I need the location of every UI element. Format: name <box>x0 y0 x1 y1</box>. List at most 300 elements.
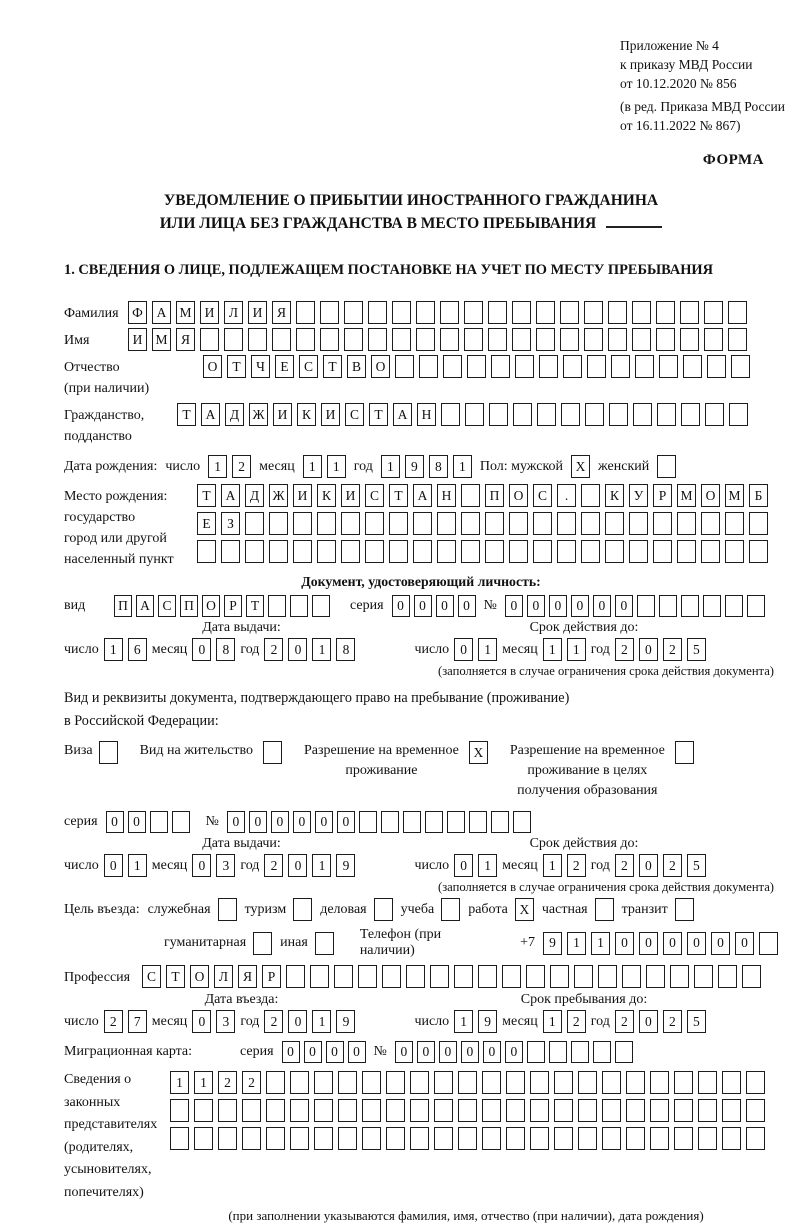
char-cell[interactable] <box>637 595 655 617</box>
char-cell[interactable] <box>269 512 288 535</box>
char-cell[interactable] <box>489 403 508 426</box>
char-cell[interactable] <box>728 301 747 324</box>
char-cell[interactable] <box>389 540 408 563</box>
char-cell[interactable] <box>224 328 243 351</box>
char-cell[interactable]: 0 <box>593 595 611 617</box>
char-cell[interactable] <box>200 328 219 351</box>
char-cell[interactable]: 1 <box>208 455 227 478</box>
char-cell[interactable] <box>314 1071 333 1094</box>
char-cell[interactable] <box>290 1127 309 1150</box>
char-cell[interactable] <box>242 1099 261 1122</box>
char-cell[interactable]: 8 <box>336 638 355 661</box>
char-cell[interactable]: 2 <box>615 1010 634 1033</box>
char-cell[interactable] <box>584 301 603 324</box>
char-cell[interactable]: Л <box>224 301 243 324</box>
char-cell[interactable] <box>341 540 360 563</box>
char-cell[interactable]: Л <box>214 965 233 988</box>
char-cell[interactable] <box>571 1041 589 1063</box>
char-cell[interactable] <box>381 811 399 833</box>
char-cell[interactable] <box>416 301 435 324</box>
char-cell[interactable] <box>605 512 624 535</box>
char-cell[interactable]: 2 <box>104 1010 123 1033</box>
char-cell[interactable] <box>368 301 387 324</box>
char-cell[interactable]: 2 <box>567 854 586 877</box>
char-cell[interactable]: 0 <box>282 1041 300 1063</box>
char-cell[interactable]: Е <box>197 512 216 535</box>
char-cell[interactable]: 1 <box>104 638 123 661</box>
char-cell[interactable] <box>530 1127 549 1150</box>
char-cell[interactable] <box>533 540 552 563</box>
char-cell[interactable] <box>406 965 425 988</box>
char-cell[interactable] <box>674 1127 693 1150</box>
char-cell[interactable]: 1 <box>327 455 346 478</box>
char-cell[interactable]: 9 <box>405 455 424 478</box>
char-cell[interactable] <box>266 1099 285 1122</box>
char-cell[interactable]: 0 <box>128 811 146 833</box>
char-cell[interactable] <box>581 484 600 507</box>
char-cell[interactable]: О <box>190 965 209 988</box>
char-cell[interactable] <box>626 1127 645 1150</box>
char-cell[interactable]: 1 <box>170 1071 189 1094</box>
char-cell[interactable]: Д <box>245 484 264 507</box>
char-cell[interactable]: М <box>176 301 195 324</box>
char-cell[interactable] <box>746 1071 765 1094</box>
char-cell[interactable]: С <box>299 355 318 378</box>
char-cell[interactable] <box>595 898 614 921</box>
char-cell[interactable] <box>703 595 721 617</box>
char-cell[interactable]: 0 <box>571 595 589 617</box>
char-cell[interactable] <box>622 965 641 988</box>
char-cell[interactable]: Т <box>246 595 264 617</box>
char-cell[interactable] <box>560 301 579 324</box>
char-cell[interactable] <box>458 1127 477 1150</box>
char-cell[interactable]: X <box>515 898 534 921</box>
char-cell[interactable] <box>615 1041 633 1063</box>
char-cell[interactable]: О <box>701 484 720 507</box>
char-cell[interactable] <box>374 898 393 921</box>
char-cell[interactable] <box>461 484 480 507</box>
char-cell[interactable] <box>358 965 377 988</box>
char-cell[interactable]: П <box>485 484 504 507</box>
char-cell[interactable] <box>485 512 504 535</box>
char-cell[interactable]: 2 <box>264 1010 283 1033</box>
char-cell[interactable]: 0 <box>436 595 454 617</box>
char-cell[interactable] <box>653 512 672 535</box>
char-cell[interactable]: 5 <box>687 1010 706 1033</box>
char-cell[interactable] <box>698 1127 717 1150</box>
char-cell[interactable] <box>509 540 528 563</box>
char-cell[interactable]: 9 <box>478 1010 497 1033</box>
char-cell[interactable] <box>410 1099 429 1122</box>
char-cell[interactable] <box>344 328 363 351</box>
char-cell[interactable] <box>268 595 286 617</box>
char-cell[interactable]: 0 <box>615 932 634 955</box>
char-cell[interactable]: 1 <box>312 1010 331 1033</box>
char-cell[interactable] <box>482 1071 501 1094</box>
char-cell[interactable] <box>747 595 765 617</box>
char-cell[interactable] <box>320 328 339 351</box>
char-cell[interactable] <box>759 932 778 955</box>
char-cell[interactable]: 0 <box>417 1041 435 1063</box>
char-cell[interactable]: 2 <box>663 1010 682 1033</box>
char-cell[interactable] <box>554 1099 573 1122</box>
char-cell[interactable] <box>443 355 462 378</box>
char-cell[interactable] <box>447 811 465 833</box>
char-cell[interactable] <box>578 1099 597 1122</box>
char-cell[interactable]: Н <box>417 403 436 426</box>
char-cell[interactable] <box>506 1127 525 1150</box>
char-cell[interactable]: 1 <box>543 854 562 877</box>
char-cell[interactable] <box>382 965 401 988</box>
char-cell[interactable]: 0 <box>288 854 307 877</box>
char-cell[interactable] <box>656 328 675 351</box>
char-cell[interactable]: Т <box>177 403 196 426</box>
char-cell[interactable]: Я <box>272 301 291 324</box>
char-cell[interactable] <box>537 403 556 426</box>
char-cell[interactable] <box>317 540 336 563</box>
char-cell[interactable] <box>403 811 421 833</box>
char-cell[interactable] <box>674 1099 693 1122</box>
char-cell[interactable]: 0 <box>414 595 432 617</box>
char-cell[interactable]: 2 <box>264 854 283 877</box>
char-cell[interactable] <box>722 1127 741 1150</box>
char-cell[interactable]: О <box>371 355 390 378</box>
char-cell[interactable] <box>392 301 411 324</box>
char-cell[interactable]: 0 <box>337 811 355 833</box>
char-cell[interactable]: 2 <box>264 638 283 661</box>
char-cell[interactable] <box>458 1071 477 1094</box>
char-cell[interactable] <box>608 301 627 324</box>
char-cell[interactable] <box>454 965 473 988</box>
char-cell[interactable] <box>704 301 723 324</box>
char-cell[interactable] <box>290 595 308 617</box>
char-cell[interactable]: Р <box>653 484 672 507</box>
char-cell[interactable] <box>608 328 627 351</box>
char-cell[interactable]: 3 <box>216 1010 235 1033</box>
char-cell[interactable] <box>320 301 339 324</box>
char-cell[interactable]: 0 <box>461 1041 479 1063</box>
char-cell[interactable] <box>334 965 353 988</box>
char-cell[interactable] <box>272 328 291 351</box>
char-cell[interactable]: 0 <box>639 1010 658 1033</box>
char-cell[interactable]: 0 <box>615 595 633 617</box>
char-cell[interactable]: 0 <box>326 1041 344 1063</box>
char-cell[interactable] <box>440 301 459 324</box>
char-cell[interactable] <box>657 455 676 478</box>
char-cell[interactable]: 0 <box>315 811 333 833</box>
char-cell[interactable] <box>338 1071 357 1094</box>
char-cell[interactable]: 0 <box>104 854 123 877</box>
char-cell[interactable] <box>410 1071 429 1094</box>
char-cell[interactable]: С <box>142 965 161 988</box>
char-cell[interactable]: В <box>347 355 366 378</box>
char-cell[interactable] <box>657 403 676 426</box>
char-cell[interactable] <box>482 1099 501 1122</box>
char-cell[interactable]: 0 <box>192 638 211 661</box>
char-cell[interactable] <box>386 1071 405 1094</box>
char-cell[interactable]: 2 <box>615 638 634 661</box>
char-cell[interactable] <box>677 512 696 535</box>
char-cell[interactable]: Я <box>238 965 257 988</box>
char-cell[interactable] <box>728 328 747 351</box>
char-cell[interactable] <box>675 741 694 764</box>
char-cell[interactable] <box>683 355 702 378</box>
char-cell[interactable] <box>722 1099 741 1122</box>
char-cell[interactable]: 0 <box>505 595 523 617</box>
char-cell[interactable] <box>317 512 336 535</box>
char-cell[interactable] <box>560 328 579 351</box>
char-cell[interactable] <box>557 512 576 535</box>
char-cell[interactable] <box>629 512 648 535</box>
char-cell[interactable] <box>99 741 118 764</box>
char-cell[interactable] <box>488 301 507 324</box>
char-cell[interactable]: П <box>114 595 132 617</box>
char-cell[interactable] <box>197 540 216 563</box>
char-cell[interactable]: 1 <box>478 638 497 661</box>
char-cell[interactable] <box>440 328 459 351</box>
char-cell[interactable]: И <box>293 484 312 507</box>
char-cell[interactable] <box>729 403 748 426</box>
char-cell[interactable] <box>315 932 334 955</box>
char-cell[interactable] <box>245 540 264 563</box>
char-cell[interactable] <box>478 965 497 988</box>
char-cell[interactable] <box>557 540 576 563</box>
char-cell[interactable] <box>286 965 305 988</box>
char-cell[interactable]: 0 <box>735 932 754 955</box>
char-cell[interactable] <box>488 328 507 351</box>
char-cell[interactable]: 0 <box>549 595 567 617</box>
char-cell[interactable]: К <box>605 484 624 507</box>
char-cell[interactable] <box>441 403 460 426</box>
char-cell[interactable]: Т <box>369 403 388 426</box>
char-cell[interactable] <box>749 540 768 563</box>
char-cell[interactable] <box>410 1127 429 1150</box>
char-cell[interactable] <box>681 595 699 617</box>
char-cell[interactable]: Б <box>749 484 768 507</box>
char-cell[interactable] <box>293 512 312 535</box>
char-cell[interactable] <box>434 1071 453 1094</box>
char-cell[interactable]: О <box>203 355 222 378</box>
char-cell[interactable]: 3 <box>216 854 235 877</box>
char-cell[interactable] <box>290 1071 309 1094</box>
char-cell[interactable] <box>263 741 282 764</box>
char-cell[interactable] <box>602 1127 621 1150</box>
char-cell[interactable]: О <box>202 595 220 617</box>
char-cell[interactable] <box>533 512 552 535</box>
char-cell[interactable] <box>680 301 699 324</box>
char-cell[interactable] <box>419 355 438 378</box>
char-cell[interactable] <box>506 1071 525 1094</box>
char-cell[interactable] <box>605 540 624 563</box>
char-cell[interactable]: 6 <box>128 638 147 661</box>
char-cell[interactable]: 2 <box>615 854 634 877</box>
char-cell[interactable] <box>701 512 720 535</box>
char-cell[interactable] <box>266 1071 285 1094</box>
char-cell[interactable] <box>539 355 558 378</box>
char-cell[interactable] <box>527 1041 545 1063</box>
char-cell[interactable]: 0 <box>192 1010 211 1033</box>
char-cell[interactable]: Ж <box>269 484 288 507</box>
char-cell[interactable]: 9 <box>336 1010 355 1033</box>
char-cell[interactable] <box>359 811 377 833</box>
char-cell[interactable]: 1 <box>567 932 586 955</box>
char-cell[interactable]: 0 <box>663 932 682 955</box>
char-cell[interactable] <box>602 1071 621 1094</box>
char-cell[interactable] <box>425 811 443 833</box>
char-cell[interactable] <box>170 1099 189 1122</box>
char-cell[interactable]: 0 <box>454 638 473 661</box>
char-cell[interactable] <box>705 403 724 426</box>
char-cell[interactable] <box>694 965 713 988</box>
char-cell[interactable] <box>698 1099 717 1122</box>
char-cell[interactable]: 0 <box>439 1041 457 1063</box>
char-cell[interactable]: 0 <box>271 811 289 833</box>
char-cell[interactable]: К <box>297 403 316 426</box>
char-cell[interactable] <box>659 595 677 617</box>
char-cell[interactable] <box>635 355 654 378</box>
char-cell[interactable]: Т <box>389 484 408 507</box>
char-cell[interactable] <box>465 403 484 426</box>
char-cell[interactable] <box>722 1071 741 1094</box>
char-cell[interactable]: 2 <box>663 638 682 661</box>
char-cell[interactable]: 2 <box>567 1010 586 1033</box>
char-cell[interactable]: И <box>341 484 360 507</box>
char-cell[interactable] <box>221 540 240 563</box>
char-cell[interactable]: 1 <box>381 455 400 478</box>
char-cell[interactable] <box>461 540 480 563</box>
char-cell[interactable] <box>725 595 743 617</box>
char-cell[interactable] <box>554 1071 573 1094</box>
char-cell[interactable] <box>266 1127 285 1150</box>
char-cell[interactable] <box>245 512 264 535</box>
char-cell[interactable]: С <box>345 403 364 426</box>
char-cell[interactable]: Д <box>225 403 244 426</box>
char-cell[interactable]: 0 <box>454 854 473 877</box>
char-cell[interactable]: М <box>677 484 696 507</box>
char-cell[interactable] <box>650 1071 669 1094</box>
char-cell[interactable] <box>626 1099 645 1122</box>
char-cell[interactable] <box>742 965 761 988</box>
char-cell[interactable]: А <box>201 403 220 426</box>
char-cell[interactable] <box>434 1099 453 1122</box>
char-cell[interactable] <box>561 403 580 426</box>
char-cell[interactable] <box>707 355 726 378</box>
char-cell[interactable] <box>338 1127 357 1150</box>
char-cell[interactable]: У <box>629 484 648 507</box>
char-cell[interactable]: 0 <box>106 811 124 833</box>
char-cell[interactable]: 0 <box>639 638 658 661</box>
char-cell[interactable] <box>536 301 555 324</box>
char-cell[interactable]: И <box>128 328 147 351</box>
char-cell[interactable] <box>681 403 700 426</box>
char-cell[interactable] <box>389 512 408 535</box>
char-cell[interactable] <box>416 328 435 351</box>
char-cell[interactable] <box>506 1099 525 1122</box>
char-cell[interactable]: Т <box>227 355 246 378</box>
char-cell[interactable] <box>469 811 487 833</box>
char-cell[interactable]: 1 <box>543 638 562 661</box>
char-cell[interactable] <box>677 540 696 563</box>
char-cell[interactable] <box>574 965 593 988</box>
char-cell[interactable] <box>512 301 531 324</box>
char-cell[interactable]: 2 <box>242 1071 261 1094</box>
char-cell[interactable]: 0 <box>505 1041 523 1063</box>
char-cell[interactable] <box>248 328 267 351</box>
char-cell[interactable] <box>656 301 675 324</box>
char-cell[interactable] <box>513 811 531 833</box>
char-cell[interactable] <box>344 301 363 324</box>
char-cell[interactable] <box>698 1071 717 1094</box>
char-cell[interactable] <box>150 811 168 833</box>
char-cell[interactable]: 1 <box>454 1010 473 1033</box>
char-cell[interactable] <box>611 355 630 378</box>
char-cell[interactable]: 1 <box>478 854 497 877</box>
char-cell[interactable] <box>362 1099 381 1122</box>
char-cell[interactable]: 0 <box>483 1041 501 1063</box>
char-cell[interactable] <box>314 1127 333 1150</box>
char-cell[interactable] <box>413 540 432 563</box>
char-cell[interactable] <box>530 1099 549 1122</box>
char-cell[interactable]: М <box>725 484 744 507</box>
char-cell[interactable] <box>172 811 190 833</box>
char-cell[interactable]: З <box>221 512 240 535</box>
char-cell[interactable] <box>585 403 604 426</box>
char-cell[interactable] <box>659 355 678 378</box>
char-cell[interactable]: 0 <box>227 811 245 833</box>
char-cell[interactable] <box>646 965 665 988</box>
char-cell[interactable]: X <box>469 741 488 764</box>
char-cell[interactable]: Т <box>323 355 342 378</box>
char-cell[interactable]: С <box>533 484 552 507</box>
char-cell[interactable] <box>701 540 720 563</box>
char-cell[interactable] <box>362 1127 381 1150</box>
char-cell[interactable] <box>632 301 651 324</box>
char-cell[interactable] <box>290 1099 309 1122</box>
char-cell[interactable]: С <box>365 484 384 507</box>
char-cell[interactable]: А <box>152 301 171 324</box>
char-cell[interactable] <box>437 540 456 563</box>
char-cell[interactable] <box>392 328 411 351</box>
char-cell[interactable]: 0 <box>687 932 706 955</box>
char-cell[interactable] <box>502 965 521 988</box>
char-cell[interactable]: 1 <box>567 638 586 661</box>
char-cell[interactable]: 8 <box>429 455 448 478</box>
char-cell[interactable] <box>341 512 360 535</box>
char-cell[interactable] <box>218 1099 237 1122</box>
char-cell[interactable] <box>725 540 744 563</box>
char-cell[interactable] <box>253 932 272 955</box>
char-cell[interactable]: 1 <box>128 854 147 877</box>
char-cell[interactable]: П <box>180 595 198 617</box>
char-cell[interactable] <box>653 540 672 563</box>
char-cell[interactable]: 0 <box>639 932 658 955</box>
char-cell[interactable] <box>386 1127 405 1150</box>
char-cell[interactable]: 1 <box>543 1010 562 1033</box>
char-cell[interactable] <box>310 965 329 988</box>
char-cell[interactable] <box>746 1127 765 1150</box>
char-cell[interactable]: 0 <box>293 811 311 833</box>
char-cell[interactable]: Я <box>176 328 195 351</box>
char-cell[interactable]: 0 <box>711 932 730 955</box>
char-cell[interactable]: . <box>557 484 576 507</box>
char-cell[interactable]: Е <box>275 355 294 378</box>
char-cell[interactable]: 1 <box>312 854 331 877</box>
char-cell[interactable]: И <box>200 301 219 324</box>
char-cell[interactable]: 0 <box>288 1010 307 1033</box>
char-cell[interactable]: М <box>152 328 171 351</box>
char-cell[interactable] <box>485 540 504 563</box>
char-cell[interactable]: 0 <box>288 638 307 661</box>
